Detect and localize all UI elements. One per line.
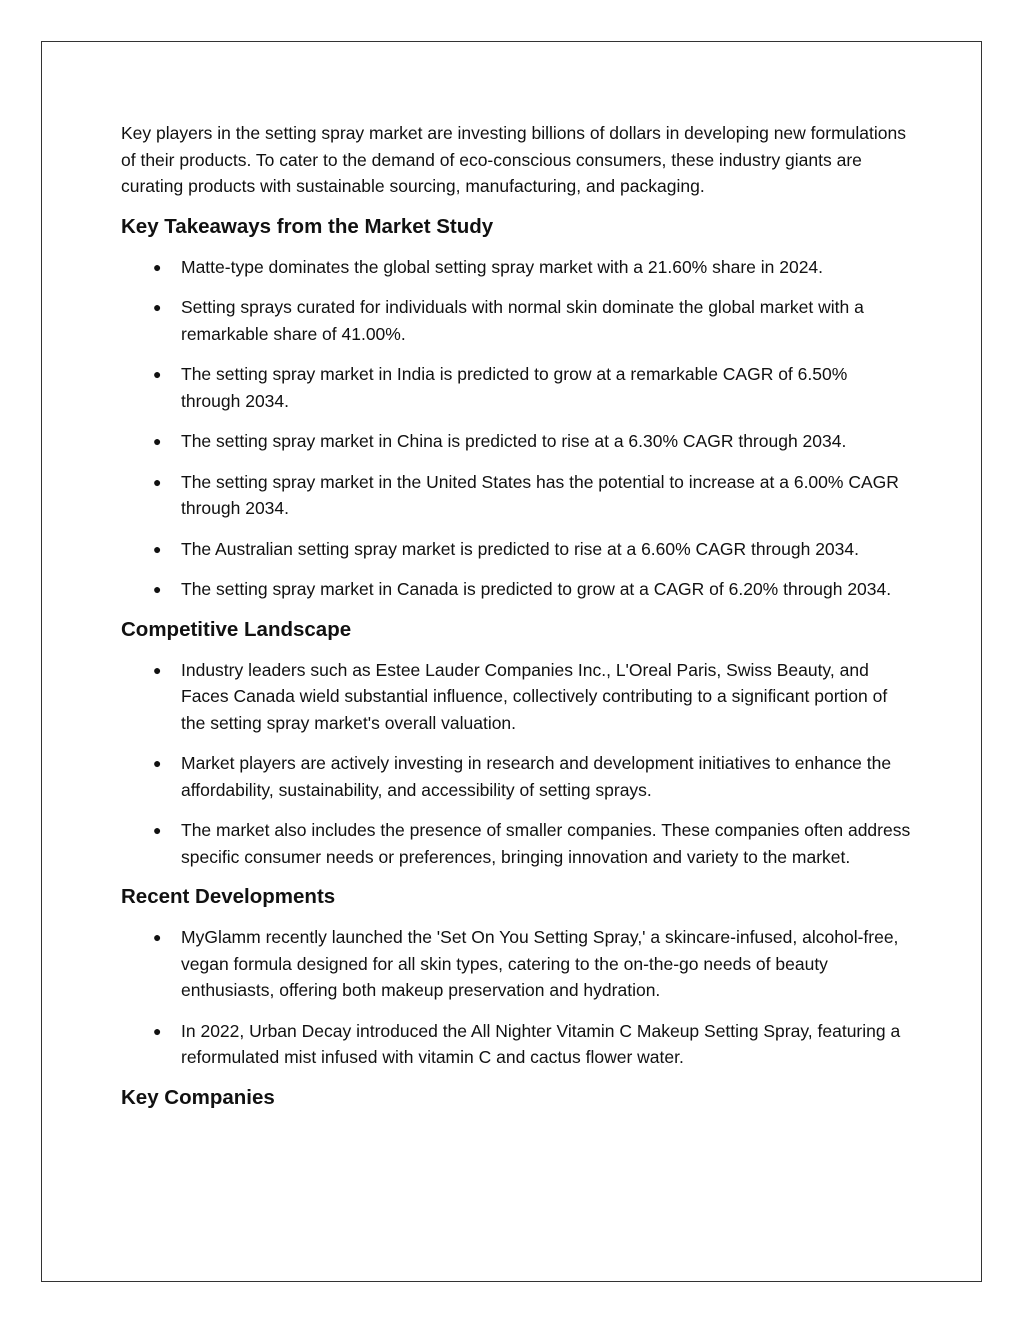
list-item-text: The Australian setting spray market is predicted to rise at a 6.60% CAGR through 2034. xyxy=(181,538,859,559)
list-item xyxy=(121,361,911,414)
section-heading: Key Companies xyxy=(121,1085,275,1109)
section-heading: Key Takeaways from the Market Study xyxy=(121,214,494,238)
list-item-text: The market also includes the presence of smaller companies. These companies often address specific consumer needs or preferences, bringing innovation and variety to the market. xyxy=(181,820,911,867)
list-item-text: The setting spray market in the United States has the potential to increase at a 6.00% CAGR through 2034. xyxy=(181,471,899,518)
list-item-text: The setting spray market in China is predicted to rise at a 6.30% CAGR through 2034. xyxy=(181,431,847,451)
bullet-icon: ● xyxy=(153,755,162,771)
list-item xyxy=(121,469,911,522)
intro-paragraph: Key players in the setting spray market are investing billions of dollars in developing new formulations of their products. To cater to the demand of eco-conscious consumers, these industry giants are curating products with sustainable sourcing, manufacturing, and packaging. xyxy=(121,123,906,196)
list-item xyxy=(121,536,911,563)
section-recent-developments xyxy=(121,884,911,1071)
list-item xyxy=(121,1018,911,1071)
section-key-takeaways xyxy=(121,214,911,603)
list-item xyxy=(121,294,911,347)
list-item-text: Industry leaders such as Estee Lauder Companies Inc., L'Oreal Paris, Swiss Beauty, and Faces Canada wield substantial influence, collectively contributing to a significant portion of the setting spray market's overall valuation. xyxy=(181,659,888,733)
list-item xyxy=(121,657,911,737)
list-item xyxy=(121,254,911,281)
bullet-icon: ● xyxy=(153,366,162,382)
bullet-icon: ● xyxy=(153,661,162,678)
list-item-text: Setting sprays curated for individuals with normal skin dominate the global market with a remarkable share of 41.00%. xyxy=(181,297,864,344)
bullet-icon: ● xyxy=(153,540,162,557)
list-item-text: Market players are actively investing in research and development initiatives to enhance the affordability, sustainability, and accessibility of setting sprays. xyxy=(181,753,892,800)
bullet-icon: ● xyxy=(153,433,162,449)
section-competitive-landscape xyxy=(121,617,911,871)
bullet-icon: ● xyxy=(153,473,162,490)
bullet-list xyxy=(121,657,911,871)
bullet-icon: ● xyxy=(153,929,162,945)
list-item-text: In 2022, Urban Decay introduced the All Nighter Vitamin C Makeup Setting Spray, featuring a reformulated mist infused with vitamin C and cactus flower water. xyxy=(181,1020,901,1067)
list-item xyxy=(121,817,911,870)
list-item xyxy=(121,924,911,1004)
list-item-text: The setting spray market in India is predicted to grow at a remarkable CAGR of 6.50% through 2034. xyxy=(181,364,848,411)
list-item-text: Matte-type dominates the global setting spray market with a 21.60% share in 2024. xyxy=(181,256,824,277)
bullet-list xyxy=(121,254,911,603)
section-heading: Competitive Landscape xyxy=(121,617,352,641)
list-item-text: The setting spray market in Canada is predicted to grow at a CAGR of 6.20% through 2034. xyxy=(181,579,892,599)
document-body xyxy=(121,120,911,1125)
bullet-list xyxy=(121,924,911,1071)
list-item xyxy=(121,428,911,455)
section-heading: Recent Developments xyxy=(121,885,336,908)
list-item xyxy=(121,750,911,803)
bullet-icon: ● xyxy=(153,1022,162,1039)
list-item xyxy=(121,576,911,603)
bullet-icon: ● xyxy=(153,822,162,838)
bullet-icon: ● xyxy=(153,581,162,597)
section-key-companies xyxy=(121,1085,911,1111)
list-item-text: MyGlamm recently launched the 'Set On You Setting Spray,' a skincare-infused, alcohol-free, vegan formula designed for all skin types, catering to the on-the-go needs of beauty enthusiasts, offering both makeup preservation and hydration. xyxy=(181,927,899,1000)
bullet-icon: ● xyxy=(153,299,162,315)
bullet-icon: ● xyxy=(153,258,162,275)
